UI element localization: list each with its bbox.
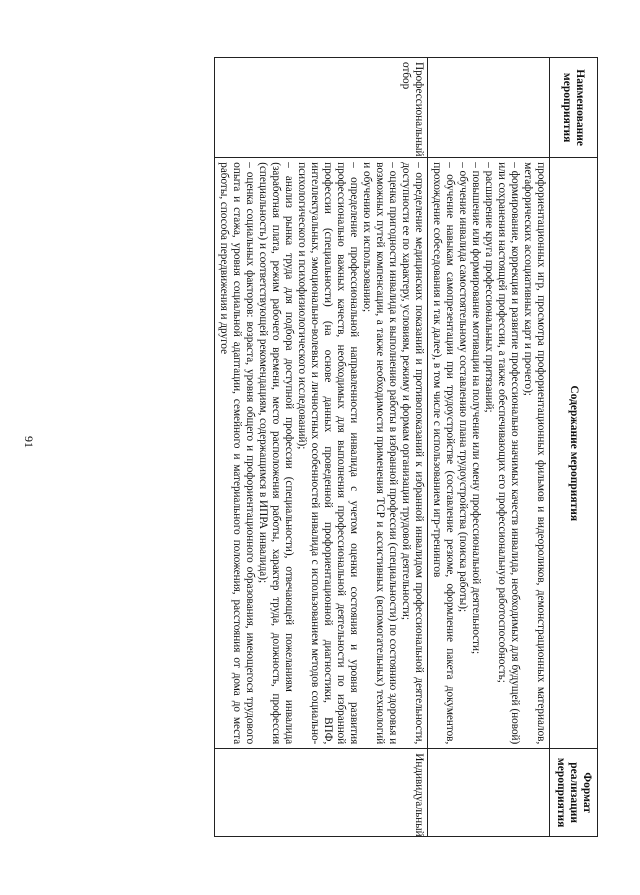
row-2-name: Профессиональный отбор xyxy=(215,58,428,158)
content-line: – определение медицинских показаний и противопоказаний к избранной инвалидом профессиональной деятельности, доступности ее по характеру, условиям, режиму и формам организации трудовой деятельности; xyxy=(400,162,425,745)
page-number: 91 xyxy=(22,436,36,448)
header-content: Содержание мероприятия xyxy=(550,158,598,749)
header-name: Наименование мероприятия xyxy=(550,58,598,158)
content-line: – повышение или формирование мотивации на получение или смену профессиональной деятельности; xyxy=(470,162,482,655)
header-format: Формат реализации мероприятия xyxy=(550,749,598,837)
content-line: – обучение инвалида самостоятельному составлению плана трудоустройства (поиска работы); xyxy=(457,162,469,613)
content-line: профориентационных игр, просмотра профориентационных фильмов и видеороликов, демонстрационных материалов, метафорических ассоциативных карт и прочего); xyxy=(522,162,547,745)
table-row xyxy=(428,58,550,837)
content-line: – расширение круга профессиональных притязаний; xyxy=(483,162,495,413)
content-line: – определение профессиональной направленности инвалида с учетом оценки состояния и уровня развития профессионально важных качеств, необходимых для выполнения профессиональной деятельности по избранной профессии (специальности) (на основе данных проведенной профориентационной диагностики, ВПФ, интеллектуальных, эмоционально-волевых и личностных особенностей инвалида с использованием методов социально-психологического и психофизиологического исследований); xyxy=(296,162,360,745)
content-line: – обучение навыкам самопрезентации при трудоустройстве (составление резюме, оформление пакета документов, прохождение собеседования и так далее), в том числе с использованием игр-тренингов xyxy=(431,162,456,745)
row-1-format xyxy=(428,749,550,837)
content-line: – анализ рынка труда для подбора доступной профессии (специальности), отвечающей пожеланиям инвалида (заработная плата, режим рабочего времени, место расположения работы, характер труда, должность, профессия (специальность) и соответствующей рекомендациям, содержащимся в ИПРА инвалида); xyxy=(257,162,295,745)
activities-table xyxy=(214,57,598,837)
row-1-content xyxy=(428,158,550,749)
content-line: – формирование, коррекция и развитие профессионально значимых качеств инвалида, необходимых для будущей (новой) или сохранения настоящей профессии, а также обеспечивающих его профессиональную работоспособность; xyxy=(496,162,521,745)
rotated-document xyxy=(62,0,630,895)
content-line: – оценка социальных факторов: возраста, уровня общего и профориентационного образования, имеющегося трудового опыта и стажа, уровня социальной адаптации, семейного и материального положения, расстояния от дома до места работы, способа передвижения и другое xyxy=(218,162,256,745)
table-header-row xyxy=(550,58,598,837)
row-1-name xyxy=(428,58,550,158)
row-2-content xyxy=(215,158,428,749)
table-row xyxy=(215,58,428,837)
content-line: – оценка пригодности инвалида к выполнению работы в избранной профессии (специальности) по состоянию здоровья и возможных путей компенсации, а также необходимости применения ТСР и ассистивных (вспомогательных) технологий и обучению их использованию; xyxy=(361,162,399,745)
row-2-format: Индивидуальный xyxy=(215,749,428,837)
